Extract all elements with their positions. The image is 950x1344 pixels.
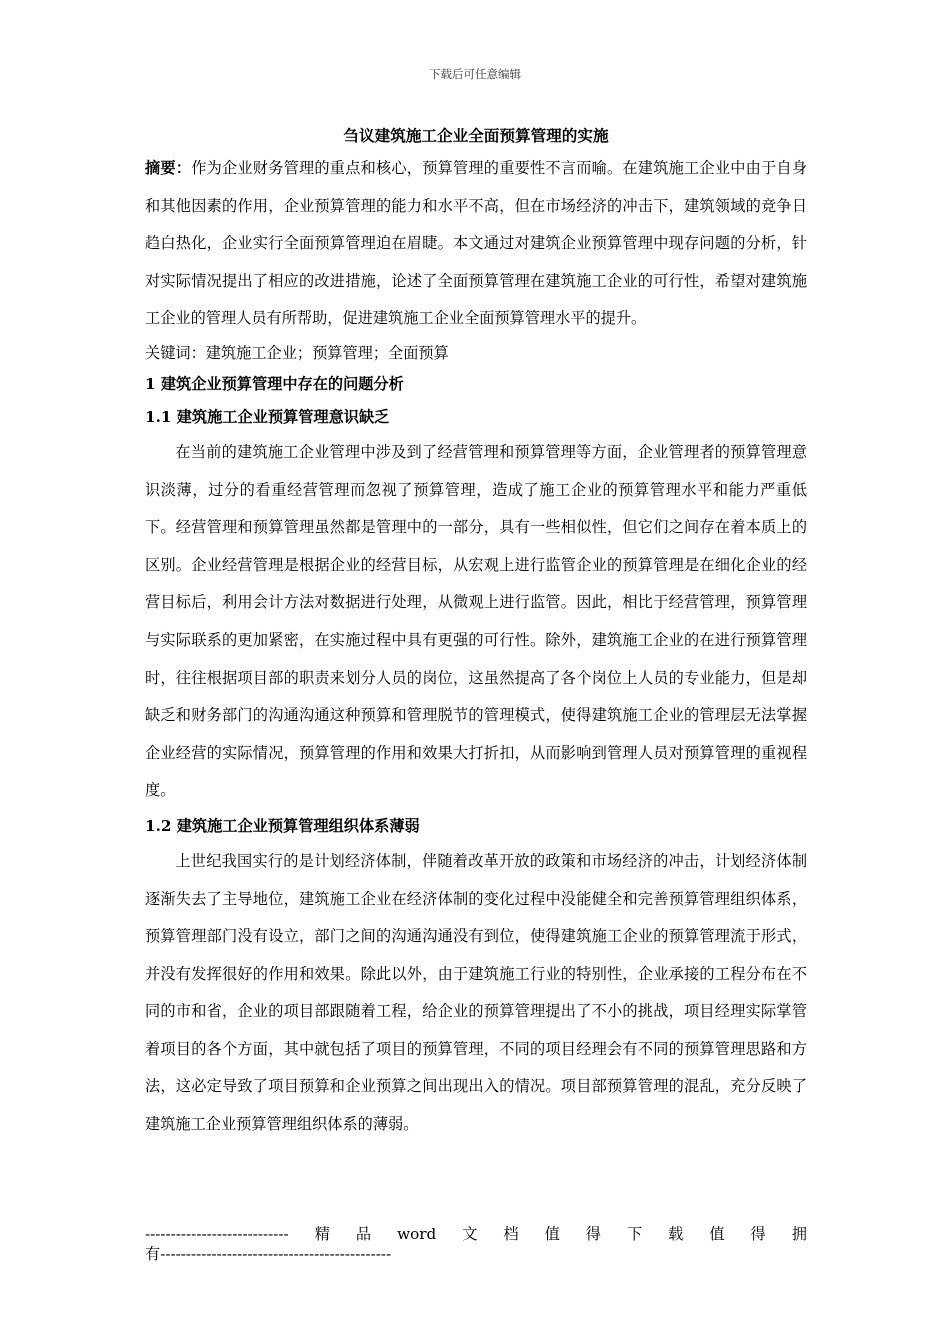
footer-word: 值 bbox=[544, 1225, 560, 1243]
footer-line-2: 有--------------------------------------------- bbox=[145, 1245, 392, 1263]
footer-word: 下 bbox=[626, 1225, 643, 1243]
subsection-1-2-paragraph: 上世纪我国实行的是计划经济体制，伴随着改革开放的政策和市场经济的冲击，计划经济体制逐渐失去了主导地位，建筑施工企业在经济体制的变化过程中没能健全和完善预算管理组织体系，预算管理部门没有设立，部门之间的沟通沟通没有到位，使得建筑施工企业的预算管理流于形式，并没有发挥很好的作用和效果。除此以外，由于建筑施工行业的特别性，企业承接的工程分布在不同的市和省，企业的项目部跟随着工程，给企业的预算管理提出了不小的挑战，项目经理实际掌管着项目的各个方面，其中就包括了项目的预算管理，不同的项目经理会有不同的预算管理思路和方法，这必定导致了项目预算和企业预算之间出现出入的情况。项目部预算管理的混乱，充分反映了建筑施工企业预算管理组织体系的薄弱。 bbox=[145, 851, 807, 1134]
subsection-heading-1-2: 1.2 建筑施工企业预算管理组织体系薄弱 bbox=[145, 816, 420, 835]
footer-word: 品 bbox=[355, 1225, 372, 1243]
footer-banner bbox=[145, 1224, 807, 1264]
footer-word: word bbox=[397, 1225, 437, 1243]
footer-line-1 bbox=[145, 1224, 807, 1244]
footer-word: 精 bbox=[314, 1225, 330, 1243]
abstract-label: 摘要： bbox=[145, 159, 192, 177]
footer-word: 得 bbox=[585, 1225, 601, 1243]
document-body bbox=[145, 124, 807, 1144]
footer-word: 值 bbox=[709, 1225, 725, 1243]
section-heading-1: 1 建筑企业预算管理中存在的问题分析 bbox=[145, 374, 404, 393]
footer-word: 载 bbox=[668, 1225, 684, 1243]
abstract-text: 作为企业财务管理的重点和核心，预算管理的重要性不言而喻。在建筑施工企业中由于自身和其他因素的作用，企业预算管理的能力和水平不高，但在市场经济的冲击下，建筑领域的竞争日趋白热化，企业实行全面预算管理迫在眉睫。本文通过对建筑企业预算管理中现存问题的分析，针对实际情况提出了相应的改进措施，论述了全面预算管理在建筑施工企业的可行性，希望对建筑施工企业的管理人员有所帮助，促进建筑施工企业全面预算管理水平的提升。 bbox=[145, 159, 808, 328]
subsection-1-1-paragraph: 在当前的建筑施工企业管理中涉及到了经营管理和预算管理等方面，企业管理者的预算管理意识淡薄，过分的看重经营管理而忽视了预算管理，造成了施工企业的预算管理水平和能力严重低下。经营管理和预算管理虽然都是管理中的一部分，具有一些相似性，但它们之间存在着本质上的区别。企业经营管理是根据企业的经营目标，从宏观上进行监管企业的预算管理是在细化企业的经营目标后，利用会计方法对数据进行处理，从微观上进行监管。因此，相比于经营管理，预算管理与实际联系的更加紧密，在实施过程中具有更强的可行性。除外，建筑施工企业的在进行预算管理时，往往根据项目部的职责来划分人员的岗位，这虽然提高了各个岗位上人员的专业能力，但是却缺乏和财务部门的沟通沟通这种预算和管理脱节的管理模式，使得建筑施工企业的管理层无法掌握企业经营的实际情况，预算管理的作用和效果大打折扣，从而影响到管理人员对预算管理的重视程度。 bbox=[145, 442, 807, 800]
footer-dashes: ---------------------------- bbox=[145, 1225, 289, 1243]
footer-word: 档 bbox=[503, 1225, 519, 1243]
header-note: 下载后可任意编辑 bbox=[429, 67, 521, 81]
footer-word: 文 bbox=[462, 1225, 478, 1243]
abstract-paragraph bbox=[145, 150, 807, 338]
footer-word: 得 bbox=[750, 1225, 766, 1243]
footer-word: 拥 bbox=[791, 1225, 807, 1243]
subsection-heading-1-1: 1.1 建筑施工企业预算管理意识缺乏 bbox=[145, 407, 390, 426]
keywords-line: 关键词：建筑施工企业；预算管理；全面预算 bbox=[145, 343, 449, 362]
document-title: 刍议建筑施工企业全面预算管理的实施 bbox=[343, 126, 609, 145]
